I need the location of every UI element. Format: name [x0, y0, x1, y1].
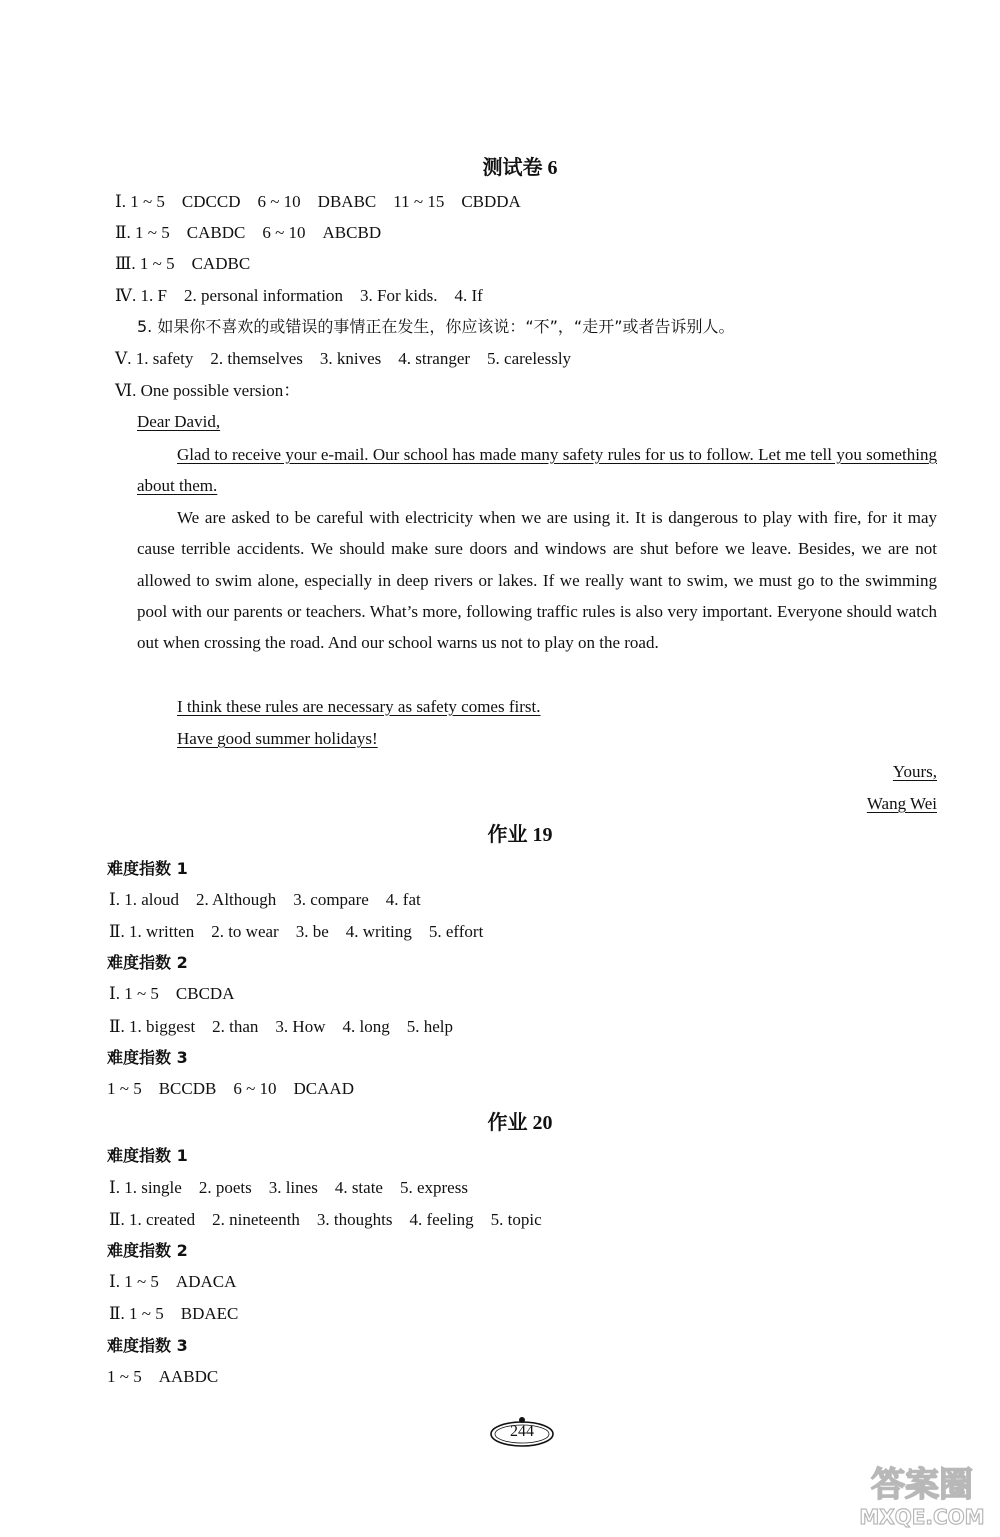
- answer-line: Ⅱ. 1. biggest 2. than 3. How 4. long 5. help: [109, 1017, 453, 1036]
- letter-salutation: Dear David,: [137, 412, 221, 431]
- answer-line: Ⅲ. 1 ~ 5 CADBC: [115, 254, 251, 273]
- difficulty-label: 难度指数 2: [107, 953, 188, 972]
- watermark-logo-icon: [852, 1460, 992, 1530]
- answer-line: Ⅰ. 1. aloud 2. Although 3. compare 4. fat: [109, 890, 421, 909]
- watermark-logo: [852, 1460, 992, 1530]
- difficulty-label: 难度指数 3: [107, 1048, 188, 1067]
- answer-line: Ⅱ. 1 ~ 5 BDAEC: [109, 1304, 239, 1323]
- difficulty-label: 难度指数 3: [107, 1336, 188, 1355]
- difficulty-label: 难度指数 1: [107, 1146, 188, 1165]
- difficulty-label: 难度指数 2: [107, 1241, 188, 1260]
- letter-opening: Glad to receive your e-mail. Our school has made many safety rules for us to follow. Let me tell you something about them.: [137, 445, 937, 496]
- answer-line-chinese: 5. 如果你不喜欢的或错误的事情正在发生，你应该说：“不”，“走开”或者告诉别人。: [137, 317, 735, 336]
- section-title-hw20: 作业 20: [487, 1112, 553, 1134]
- letter-closing-1: I think these rules are necessary as safety comes first.: [177, 697, 541, 716]
- letter-signature: Wang Wei: [866, 794, 937, 813]
- answer-line: Ⅴ. 1. safety 2. themselves 3. knives 4. stranger 5. carelessly: [115, 349, 572, 368]
- letter-body: We are asked to be careful with electricity when we are using it. It is dangerous to play with fire, for it may cause terrible accidents. We should make sure doors and windows are shut before we leave. Besides, we are not allowed to swim alone, especially in deep rivers or lakes. If we really want to swim, we must go to the swimming pool with our parents or teachers. What’s more, following traffic rules is also very important. Everyone should watch out when crossing the road. And our school warns us not to play on the road.: [137, 508, 937, 653]
- answer-line: Ⅰ. 1 ~ 5 CDCCD 6 ~ 10 DBABC 11 ~ 15 CBDDA: [115, 192, 521, 211]
- answer-line: 1 ~ 5 BCCDB 6 ~ 10 DCAAD: [107, 1079, 354, 1098]
- letter-closing-2: Have good summer holidays!: [177, 729, 378, 748]
- page-number-text: 244: [510, 1423, 534, 1440]
- letter-signoff: Yours,: [892, 762, 937, 781]
- difficulty-label: 难度指数 1: [107, 859, 188, 878]
- answer-line: 1 ~ 5 AABDC: [107, 1367, 219, 1386]
- section-title-test6: 测试卷 6: [482, 157, 558, 179]
- answer-line: Ⅱ. 1 ~ 5 CABDC 6 ~ 10 ABCBD: [115, 223, 382, 242]
- page-number: [487, 1415, 557, 1449]
- section-title-hw19: 作业 19: [487, 824, 553, 846]
- answer-line: Ⅱ. 1. created 2. nineteenth 3. thoughts 4. feeling 5. topic: [109, 1210, 542, 1229]
- answer-line: Ⅰ. 1 ~ 5 CBCDA: [109, 984, 235, 1003]
- watermark-bottom-text: MXQE.COM: [859, 1505, 985, 1529]
- answer-line: Ⅱ. 1. written 2. to wear 3. be 4. writing 5. effort: [109, 922, 484, 941]
- watermark-top-text: 答案圈: [871, 1465, 973, 1505]
- answer-line: Ⅵ. One possible version：: [115, 381, 301, 400]
- answer-line: Ⅰ. 1. single 2. poets 3. lines 4. state 5. express: [109, 1178, 468, 1197]
- answer-line: Ⅳ. 1. F 2. personal information 3. For kids. 4. If: [115, 286, 483, 305]
- answer-line: Ⅰ. 1 ~ 5 ADACA: [109, 1272, 237, 1291]
